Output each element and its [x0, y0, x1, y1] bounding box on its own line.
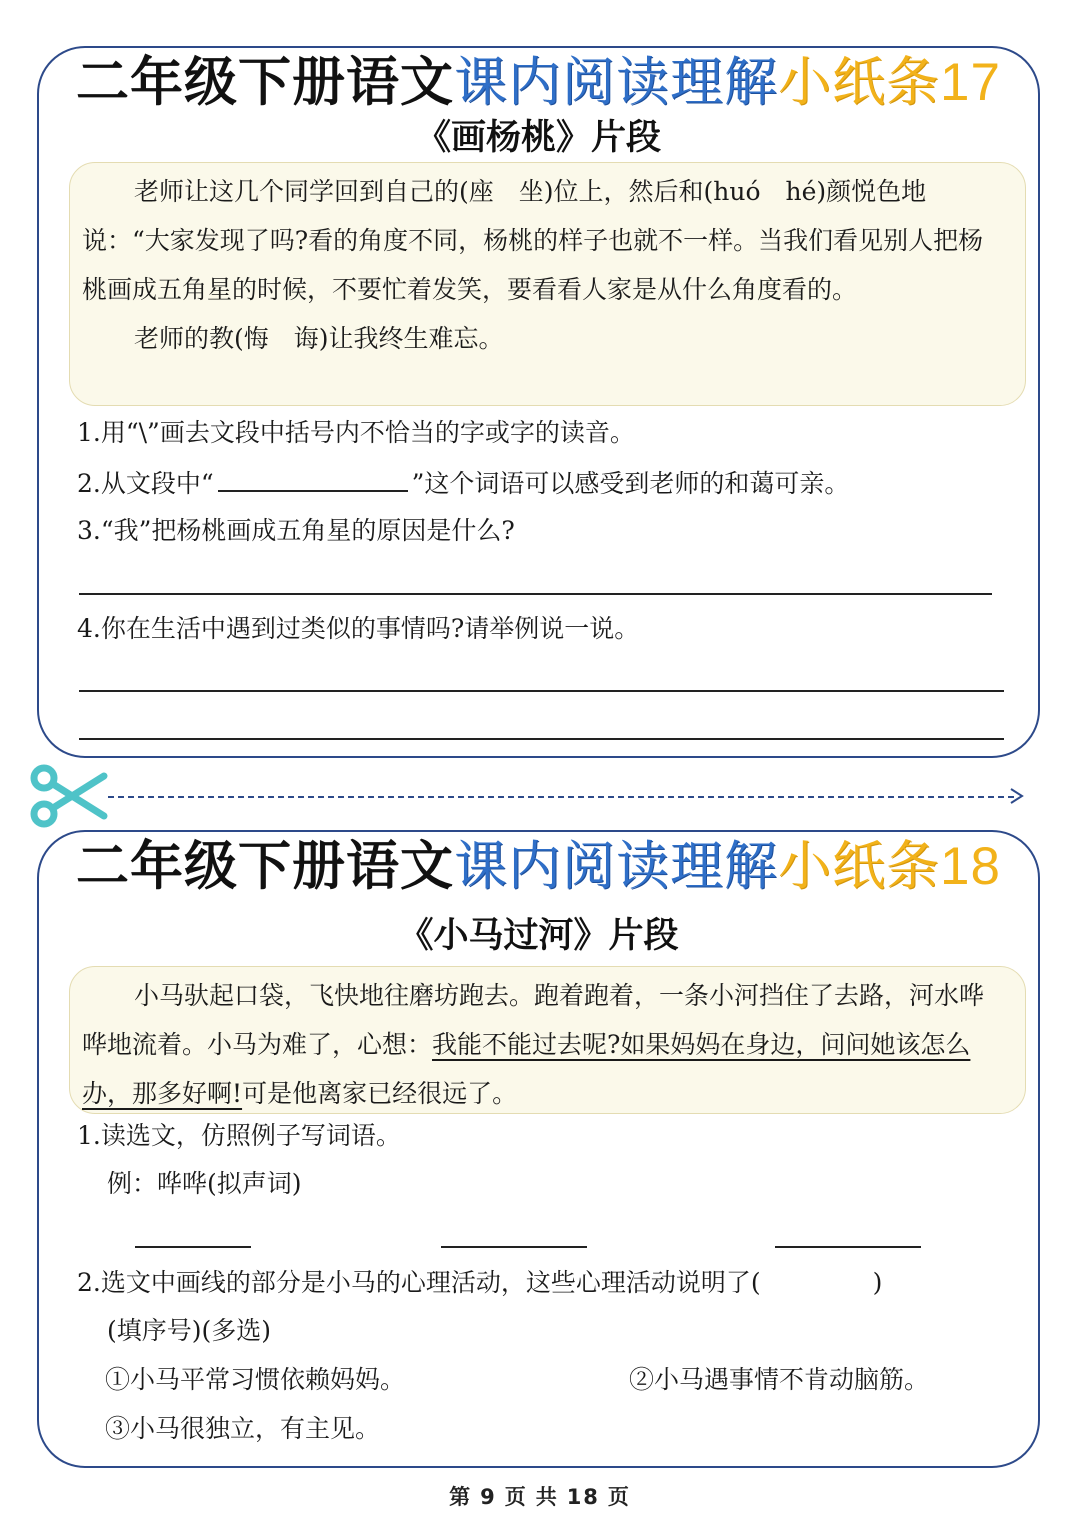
cut-line — [108, 796, 1014, 798]
answer-blank[interactable] — [218, 464, 408, 492]
footer-text: 第 — [449, 1485, 473, 1509]
question-2 — [77, 464, 849, 502]
title-number: 17 — [940, 53, 1001, 112]
worksheet-card-18 — [37, 830, 1040, 1468]
question-1: 1.读选文，仿照例子写词语。 — [77, 1121, 401, 1150]
title-reading: 课内阅读理解 — [454, 52, 779, 113]
question-2-prefix: 2.选文中画线的部分是小马的心理活动，这些心理活动说明了( — [77, 1268, 761, 1297]
option-3: ③小马很独立，有主见。 — [105, 1414, 381, 1443]
passage-text: 可是他离家已经很远了。 — [242, 1079, 518, 1108]
question-2-note: (填序号)(多选) — [107, 1316, 272, 1345]
footer-text: 共 — [535, 1485, 559, 1509]
option-2: ②小马遇事情不肯动脑筋。 — [629, 1365, 930, 1394]
example-text: 例：哗哗(拟声词) — [107, 1169, 302, 1198]
passage-box — [69, 966, 1026, 1114]
title-number: 18 — [940, 837, 1001, 896]
question-4: 4.你在生活中遇到过类似的事情吗?请举例说一说。 — [77, 614, 640, 643]
answer-line[interactable] — [79, 738, 1004, 740]
title-note: 小纸条 — [778, 836, 941, 897]
answer-line[interactable] — [79, 593, 992, 595]
passage-box — [69, 162, 1026, 406]
passage-subtitle: 《小马过河》片段 — [398, 915, 679, 956]
passage-subtitle: 《画杨桃》片段 — [415, 117, 661, 158]
question-3: 3.“我”把杨桃画成五角星的原因是什么? — [77, 516, 515, 545]
passage-paragraph: 老师让这几个同学回到自己的(座 坐)位上，然后和(huó hé)颜悦色地说：“大家发现了吗?看的角度不同，杨桃的样子也就不一样。当我们看见别人把杨桃画成五角星的时候，不要忙着发笑，要看看人家是从什么角度看的。 — [82, 177, 984, 304]
page-number: 9 — [480, 1485, 497, 1509]
answer-blank[interactable] — [135, 1246, 251, 1248]
question-2-suffix: ”这个词语可以感受到老师的和蔼可亲。 — [411, 469, 850, 498]
title-grade: 二年级下册语文 — [76, 836, 455, 897]
scissors-icon — [28, 763, 110, 833]
page-total: 18 — [566, 1485, 600, 1509]
title-grade: 二年级下册语文 — [76, 52, 455, 113]
option-1: ①小马平常习惯依赖妈妈。 — [105, 1365, 406, 1394]
card-title — [39, 836, 1038, 898]
answer-blank[interactable] — [775, 1246, 921, 1248]
title-reading: 课内阅读理解 — [454, 836, 779, 897]
title-note: 小纸条 — [778, 52, 941, 113]
page-footer — [0, 1481, 1080, 1511]
passage-paragraph: 老师的教(悔 诲)让我终生难忘。 — [134, 324, 504, 353]
worksheet-card-17 — [37, 46, 1040, 758]
underlined-passage: 我能不能过去呢?如果妈妈在身边，问问她该怎么办，那多好啊! — [82, 1030, 971, 1108]
arrow-right-icon — [1008, 787, 1026, 809]
question-2-suffix: ) — [872, 1268, 883, 1297]
answer-line[interactable] — [79, 690, 1004, 692]
footer-text: 页 — [607, 1485, 631, 1509]
question-1: 1.用“\”画去文段中括号内不恰当的字或字的读音。 — [77, 418, 635, 447]
passage-text: 小马驮起口袋，飞快地往磨坊跑去。跑着跑着，一条小河挡住了去路，河水哗哗地流着。小马为难了，心想： — [82, 981, 985, 1059]
passage-paragraph — [82, 971, 1005, 1118]
question-2 — [77, 1265, 1007, 1301]
card-title — [39, 52, 1038, 114]
footer-text: 页 — [504, 1485, 528, 1509]
question-2-prefix: 2.从文段中“ — [77, 469, 214, 498]
answer-blank[interactable] — [441, 1246, 587, 1248]
